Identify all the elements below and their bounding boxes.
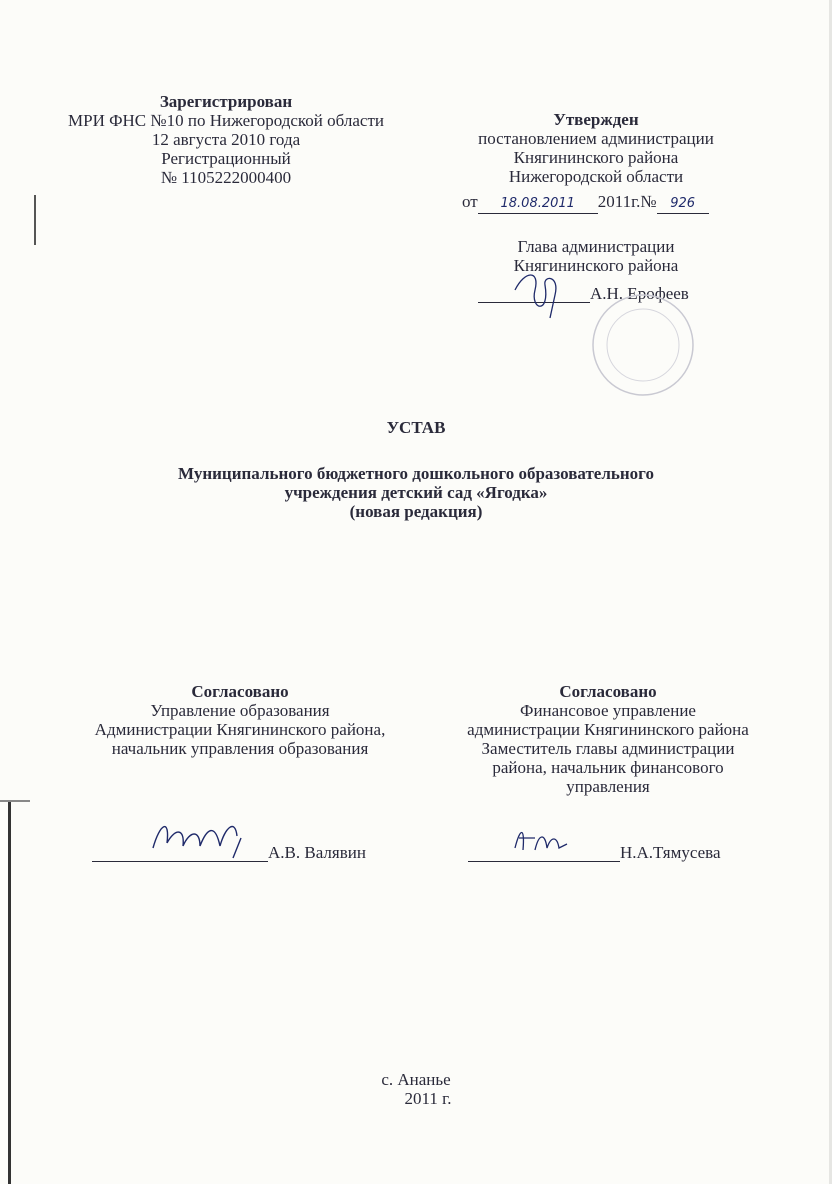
approved-heading: Утвержден	[553, 110, 639, 129]
footer-year: 2011 г.	[404, 1089, 452, 1108]
registered-line: МРИ ФНС №10 по Нижегородской области	[68, 111, 384, 130]
signature-valyavin-icon	[145, 808, 255, 863]
scan-edge-left	[8, 800, 11, 1184]
approved-line: Нижегородской области	[508, 167, 684, 186]
registered-line: № 1105222000400	[160, 168, 292, 187]
agreed-left-line: Администрации Княгининского района,	[94, 720, 386, 739]
agreed-right-line: Финансовое управление	[520, 701, 696, 720]
approved-signer: А.Н. Ерофеев	[590, 284, 689, 303]
footer-block	[0, 1070, 832, 1108]
registered-line: 12 августа 2010 года	[151, 130, 301, 149]
agreed-left-line: начальник управления образования	[111, 739, 369, 758]
footer-place: с. Ананье	[381, 1070, 451, 1089]
approved-head-line: Княгининского района	[513, 256, 679, 275]
agreed-left-signer: А.В. Валявин	[268, 843, 366, 862]
scan-mark	[34, 195, 36, 245]
approved-line: Княгининского района	[513, 148, 679, 167]
title-block	[0, 464, 832, 521]
agreed-right-line: Заместитель главы администрации	[481, 739, 735, 758]
approved-head-line: Глава администрации	[517, 237, 675, 256]
document-title: УСТАВ	[386, 418, 446, 437]
agreed-right-line: района, начальник финансового	[492, 758, 724, 777]
registered-line: Регистрационный	[161, 149, 291, 168]
agreed-right-line: администрации Княгининского района	[467, 720, 749, 739]
title-line: Муниципального бюджетного дошкольного образовательного	[178, 464, 654, 483]
approval-date-line	[462, 192, 709, 214]
agreed-right-signer: Н.А.Тямусева	[620, 843, 721, 862]
signature-erofeev-icon	[505, 260, 585, 320]
agreed-right-block	[440, 682, 776, 796]
agreed-left-line: Управление образования	[150, 701, 330, 720]
approved-block	[446, 110, 746, 186]
date-prefix: от	[462, 192, 478, 211]
year-suffix: 2011г.№	[597, 192, 657, 211]
registered-block	[36, 92, 416, 187]
registered-heading: Зарегистрирован	[159, 92, 293, 111]
scan-edge-top-mark	[0, 800, 30, 802]
approved-head-block	[446, 237, 746, 275]
agreed-left-block	[60, 682, 420, 758]
date-handwritten: 18.08.2011	[478, 194, 598, 214]
agreed-right-line: управления	[566, 777, 650, 796]
signature-tyamuseva-icon	[505, 818, 585, 863]
agreed-right-heading: Согласовано	[559, 682, 657, 701]
approved-line: постановлением администрации	[478, 129, 714, 148]
title-line: учреждения детский сад «Ягодка»	[284, 483, 548, 502]
number-handwritten: 926	[657, 194, 709, 214]
stamp-icon	[578, 290, 708, 400]
agreed-left-heading: Согласовано	[191, 682, 289, 701]
title-edition: (новая редакция)	[349, 502, 483, 521]
